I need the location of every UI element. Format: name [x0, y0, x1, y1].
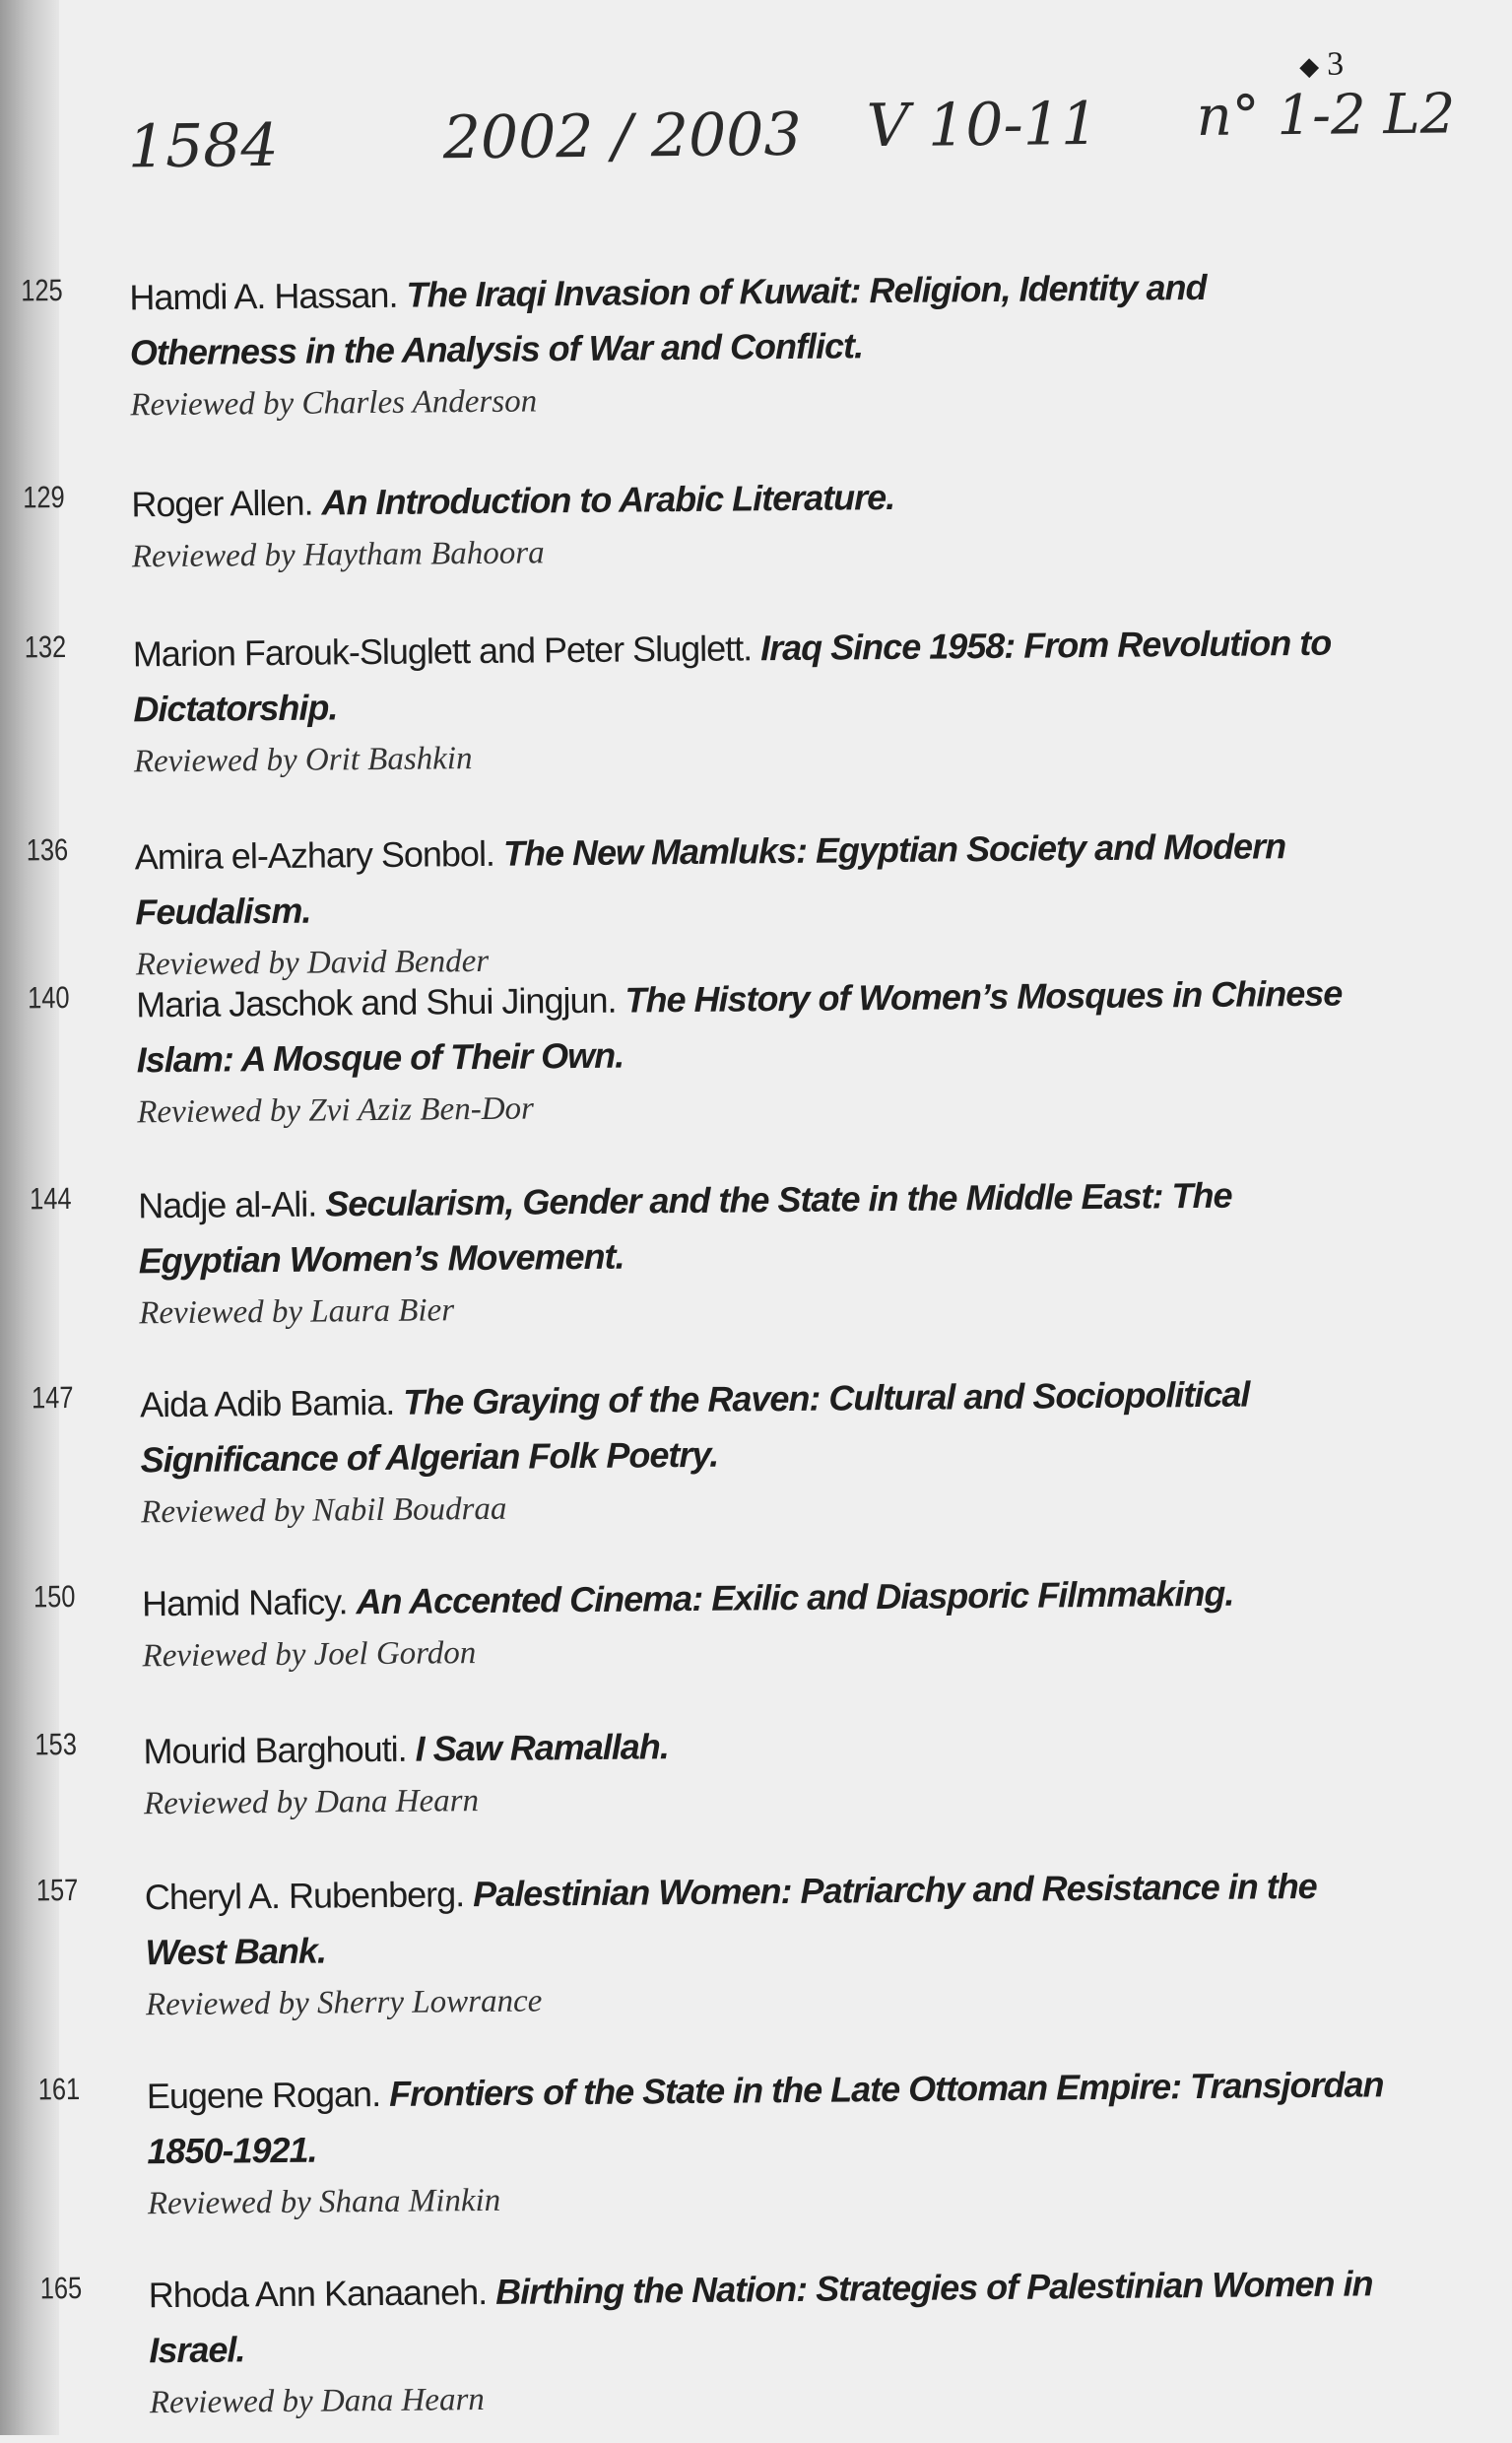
handwritten-annotation [0, 82, 1502, 215]
book-author: Maria Jaschok and Shui Jingjun. [136, 979, 617, 1025]
book-author: Nadje al-Ali. [138, 1183, 317, 1226]
book-author: Eugene Rogan. [146, 2074, 381, 2117]
reviewer: Reviewed by Orit Bashkin [133, 741, 473, 780]
entry-page-number: 144 [29, 1180, 72, 1217]
book-title: Birthing the Nation: Strategies of Palestinian Women in Israel. [149, 2263, 1373, 2371]
entry-body [145, 1858, 1387, 2029]
entry-body [140, 1365, 1382, 1537]
book-title: An Introduction to Arabic Literature. [321, 476, 895, 523]
citation [129, 258, 1371, 380]
citation [133, 615, 1375, 737]
diamond-icon: ◆ [1299, 51, 1320, 81]
book-author: Hamdi A. Hassan. [129, 274, 398, 318]
book-title: Frontiers of the State in the Late Ottoman Empire: Transjordan 1850-1921. [147, 2064, 1384, 2172]
reviewer: Reviewed by Charles Anderson [130, 383, 538, 424]
entry-page-number: 140 [28, 979, 70, 1016]
review-entry [2, 1364, 1512, 1531]
entry-page-number: 165 [39, 2270, 83, 2306]
entry-page-number: 147 [31, 1379, 74, 1416]
citation [140, 1365, 1382, 1487]
citation [138, 1166, 1380, 1288]
review-list [0, 257, 1503, 2421]
book-title: Palestinian Women: Patriarchy and Resistance in the West Bank. [145, 1865, 1317, 1973]
citation [147, 2057, 1389, 2179]
book-author: Cheryl A. Rubenberg. [144, 1874, 465, 1918]
book-author: Marion Farouk-Sluglett and Peter Sluglett. [132, 627, 753, 675]
book-title: Iraq Since 1958: From Revolution to Dictatorship. [133, 622, 1332, 730]
entry-body [143, 1712, 1385, 1828]
book-author: Mourid Barghouti. [143, 1728, 407, 1772]
book-author: Amira el-Azhary Sonbol. [134, 832, 495, 878]
entry-page-number: 153 [34, 1726, 78, 1762]
book-title: The Iraqi Invasion of Kuwait: Religion, Identity and Otherness in the Analysis of War and Conflict. [129, 266, 1207, 373]
reviewer: Reviewed by Nabil Boudraa [141, 1490, 507, 1531]
review-entry [0, 464, 1505, 575]
book-title: An Accented Cinema: Exilic and Diasporic Filmmaking. [356, 1572, 1234, 1622]
entry-page-number: 150 [33, 1578, 76, 1615]
entry-page-number: 132 [24, 629, 67, 665]
handwritten-note-part: 1584 [127, 110, 279, 182]
entry-body [136, 965, 1378, 1137]
handwritten-note-part: V 10-11 [866, 89, 1099, 162]
entry-body [149, 2256, 1391, 2427]
review-entry [5, 1711, 1512, 1822]
entry-page-number: 125 [21, 273, 63, 308]
book-title: The Graying of the Raven: Cultural and Sociopolitical Significance of Algerian Folk Poetry. [140, 1373, 1250, 1481]
handwritten-note-part: 2002 / 2003 [442, 99, 802, 173]
book-author: Rhoda Ann Kanaaneh. [148, 2271, 488, 2316]
citation [136, 965, 1378, 1088]
citation [149, 2256, 1391, 2378]
book-author: Roger Allen. [131, 482, 313, 525]
review-entry [11, 2255, 1512, 2421]
entry-body [147, 2057, 1389, 2228]
reviewer: Reviewed by Dana Hearn [149, 2382, 486, 2421]
book-title: Secularism, Gender and the State in the Middle East: The Egyptian Women’s Movement. [138, 1174, 1232, 1282]
review-entry [4, 1563, 1512, 1675]
page-number [1299, 46, 1344, 84]
review-entry [0, 257, 1503, 424]
entry-page-number: 161 [37, 2071, 81, 2107]
page-number-value: 3 [1326, 45, 1345, 83]
citation [145, 1858, 1387, 1980]
entry-body [138, 1166, 1380, 1338]
entry-body [131, 465, 1373, 581]
reviewer: Reviewed by Dana Hearn [143, 1783, 480, 1822]
reviewer: Reviewed by Shana Minkin [147, 2182, 501, 2222]
book-author: Aida Adib Bamia. [139, 1381, 395, 1425]
citation [135, 818, 1377, 940]
entry-body [129, 258, 1371, 429]
entry-body [135, 818, 1377, 989]
review-entry [0, 817, 1508, 983]
entry-body [142, 1564, 1384, 1681]
reviewer: Reviewed by David Bender [135, 943, 490, 983]
entry-body [133, 615, 1375, 786]
reviewer: Reviewed by Joel Gordon [142, 1635, 477, 1675]
review-entry [0, 614, 1506, 780]
review-entry [0, 1165, 1512, 1332]
reviewer: Reviewed by Laura Bier [139, 1292, 455, 1332]
book-title: The History of Women’s Mosques in Chinese Islam: A Mosque of Their Own. [136, 972, 1343, 1081]
review-entry [7, 1857, 1512, 2023]
reviewer: Reviewed by Haytham Bahoora [131, 535, 545, 575]
book-title: The New Mamluks: Egyptian Society and Modern Feudalism. [135, 825, 1286, 933]
entry-page-number: 136 [26, 832, 69, 868]
reviewer: Reviewed by Sherry Lowrance [145, 1983, 543, 2023]
book-author: Hamid Naficy. [141, 1581, 348, 1624]
review-entry [9, 2056, 1512, 2222]
entry-page-number: 129 [23, 480, 65, 515]
entry-page-number: 157 [35, 1872, 79, 1908]
handwritten-note-part: n° 1-2 L2 [1196, 82, 1456, 149]
book-title: I Saw Ramallah. [415, 1726, 669, 1769]
reviewer: Reviewed by Zvi Aziz Ben-Dor [137, 1090, 535, 1131]
